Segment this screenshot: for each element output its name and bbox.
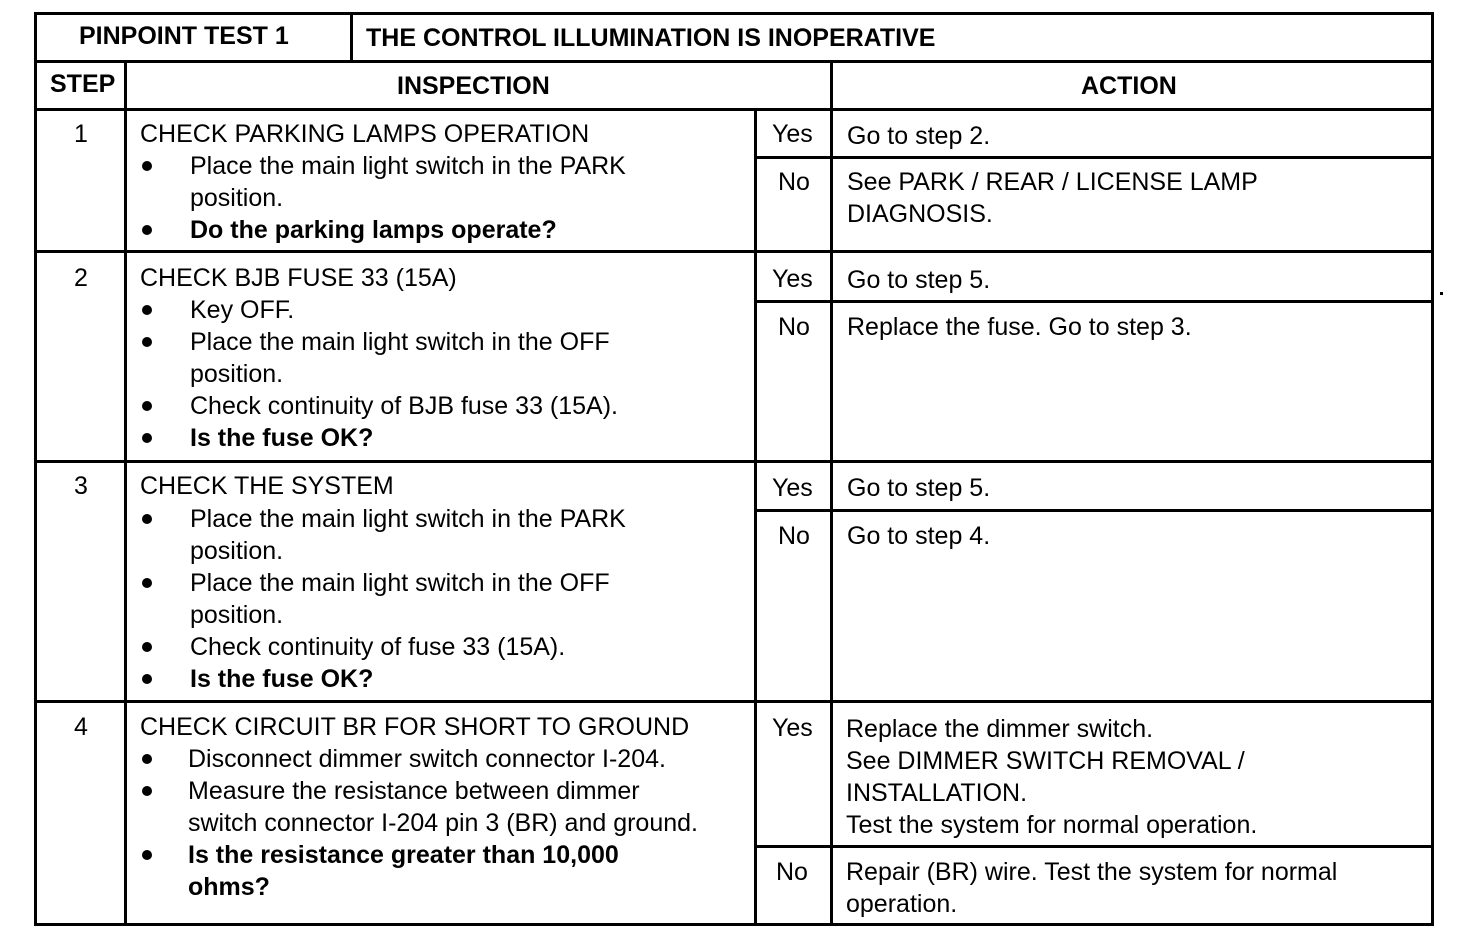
yes-label: Yes xyxy=(772,714,813,742)
bullet-icon xyxy=(142,433,152,443)
inspection-line: Key OFF. xyxy=(190,296,295,324)
step-title: CHECK CIRCUIT BR FOR SHORT TO GROUND xyxy=(140,713,690,741)
inspection-line: position. xyxy=(190,601,284,629)
bullet-icon xyxy=(142,225,152,235)
inspection-line: position. xyxy=(190,184,284,212)
no-action: DIAGNOSIS. xyxy=(847,200,993,228)
yes-label: Yes xyxy=(772,474,813,502)
bullet-icon xyxy=(142,674,152,684)
bullet-icon xyxy=(142,786,152,796)
divider xyxy=(754,509,1434,512)
inspection-line: switch connector I-204 pin 3 (BR) and ground. xyxy=(188,809,698,837)
bullet-icon xyxy=(142,754,152,764)
yes-action: Replace the dimmer switch. xyxy=(846,715,1154,743)
step-title: CHECK BJB FUSE 33 (15A) xyxy=(140,264,457,292)
bullet-icon xyxy=(142,161,152,171)
inspection-question: Is the fuse OK? xyxy=(190,665,374,693)
divider xyxy=(34,460,1434,463)
step-title: CHECK PARKING LAMPS OPERATION xyxy=(140,120,590,148)
no-label: No xyxy=(776,858,808,886)
divider xyxy=(754,300,1434,303)
step-number: 3 xyxy=(74,472,88,500)
divider xyxy=(34,60,1434,63)
bullet-icon xyxy=(142,578,152,588)
inspection-question: ohms? xyxy=(188,873,270,901)
scan-speck xyxy=(1440,292,1443,295)
divider xyxy=(34,700,1434,703)
divider xyxy=(350,12,353,62)
inspection-line: position. xyxy=(190,537,284,565)
inspection-question: Is the resistance greater than 10,000 xyxy=(188,841,619,869)
no-label: No xyxy=(778,522,810,550)
inspection-line: position. xyxy=(190,360,284,388)
step-number: 4 xyxy=(74,713,88,741)
inspection-line: Place the main light switch in the PARK xyxy=(190,152,626,180)
yes-action: Go to step 5. xyxy=(847,266,991,294)
inspection-line: Check continuity of fuse 33 (15A). xyxy=(190,633,566,661)
inspection-line: Place the main light switch in the OFF xyxy=(190,328,610,356)
no-label: No xyxy=(778,313,810,341)
no-label: No xyxy=(778,168,810,196)
yes-label: Yes xyxy=(772,265,813,293)
inspection-line: Place the main light switch in the PARK xyxy=(190,505,626,533)
bullet-icon xyxy=(142,337,152,347)
column-header-inspection: INSPECTION xyxy=(397,72,550,100)
inspection-line: Place the main light switch in the OFF xyxy=(190,569,610,597)
no-action: See PARK / REAR / LICENSE LAMP xyxy=(847,168,1258,196)
divider xyxy=(124,60,127,926)
yes-action: Go to step 5. xyxy=(847,474,991,502)
test-title: THE CONTROL ILLUMINATION IS INOPERATIVE xyxy=(366,24,936,52)
divider xyxy=(754,156,1434,159)
divider xyxy=(34,108,1434,111)
bullet-icon xyxy=(142,401,152,411)
divider xyxy=(754,845,1434,848)
yes-label: Yes xyxy=(772,120,813,148)
no-action: operation. xyxy=(846,890,958,918)
step-number: 2 xyxy=(74,264,88,292)
no-action: Repair (BR) wire. Test the system for normal xyxy=(846,858,1338,886)
divider xyxy=(34,250,1434,253)
inspection-line: Check continuity of BJB fuse 33 (15A). xyxy=(190,392,618,420)
inspection-question: Is the fuse OK? xyxy=(190,424,374,452)
step-number: 1 xyxy=(74,120,88,148)
yes-action: Test the system for normal operation. xyxy=(846,811,1258,839)
no-action: Go to step 4. xyxy=(847,522,991,550)
yes-action: See DIMMER SWITCH REMOVAL / xyxy=(846,747,1245,775)
inspection-question: Do the parking lamps operate? xyxy=(190,216,557,244)
yes-action: INSTALLATION. xyxy=(846,779,1028,807)
yes-action: Go to step 2. xyxy=(847,122,991,150)
inspection-line: Disconnect dimmer switch connector I-204. xyxy=(188,745,666,773)
test-id: PINPOINT TEST 1 xyxy=(79,22,289,50)
bullet-icon xyxy=(142,850,152,860)
bullet-icon xyxy=(142,305,152,315)
inspection-line: Measure the resistance between dimmer xyxy=(188,777,640,805)
bullet-icon xyxy=(142,514,152,524)
divider xyxy=(754,108,757,926)
divider xyxy=(830,60,833,926)
column-header-step: STEP xyxy=(50,70,116,98)
bullet-icon xyxy=(142,642,152,652)
step-title: CHECK THE SYSTEM xyxy=(140,472,394,500)
no-action: Replace the fuse. Go to step 3. xyxy=(847,313,1192,341)
column-header-action: ACTION xyxy=(1081,72,1177,100)
